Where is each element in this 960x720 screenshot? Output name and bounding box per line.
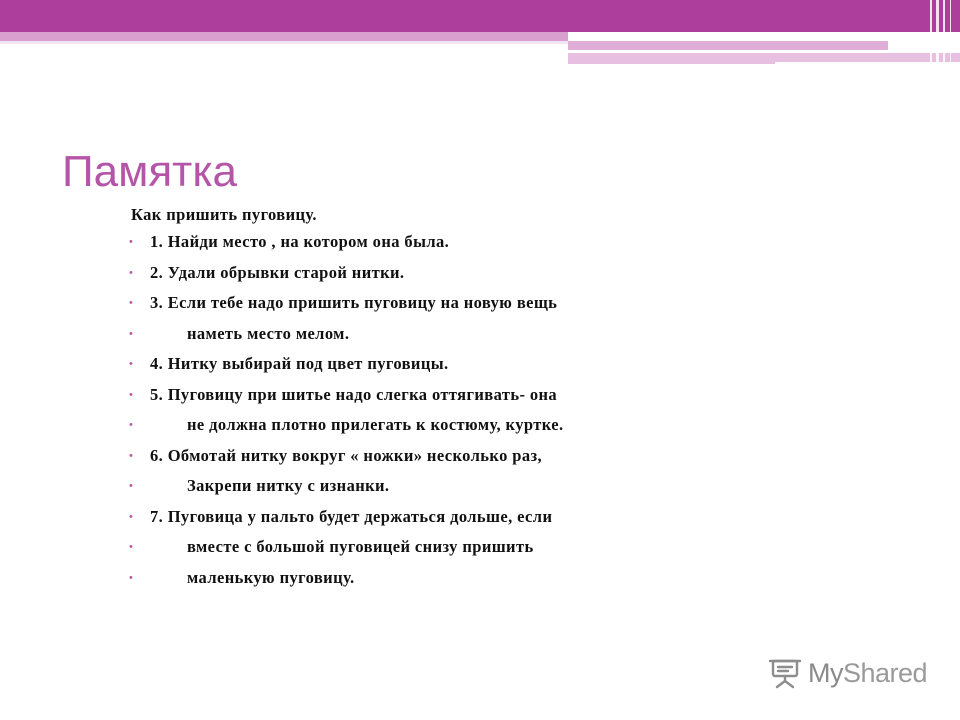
watermark-my: My [808,657,843,688]
header-band-dark [0,0,960,32]
list-item-text: 2. Удали обрывки старой нитки. [150,262,405,282]
header-band-right-upper [568,41,888,50]
bullet-dot-icon: • [129,327,134,340]
header-vertical-stripe [930,0,932,64]
watermark [768,656,927,690]
bullet-dot-icon: • [129,480,134,492]
slide-subtitle: Как пришить пуговицу. [131,205,317,224]
list-item [129,230,563,261]
instruction-list [129,230,563,596]
bullet-dot-icon: • [129,358,134,370]
watermark-shared: Shared [843,657,928,688]
list-item-text: 5. Пуговицу при шитье надо слегка оттягивать- она [150,384,558,404]
list-item [129,291,563,322]
list-item [129,535,563,566]
bullet-dot-icon: • [129,297,134,309]
list-item [129,322,563,353]
bullet-dot-icon: • [129,236,134,248]
presentation-board-icon [768,657,802,689]
watermark-text [808,658,927,689]
list-item-text: вместе с большой пуговицей снизу пришить [187,537,534,556]
list-item [129,444,563,475]
bullet-dot-icon: • [129,266,134,279]
list-item [129,261,563,292]
bullet-dot-icon: • [129,419,134,431]
list-item-text: маленькую пуговицу. [187,567,355,587]
list-item-text: не должна плотно прилегать к костюму, куртке. [187,415,564,434]
header-band-right-underline [775,62,960,64]
list-item [129,505,563,536]
bullet-dot-icon: • [129,510,134,523]
header-band-pale [0,41,568,44]
header-vertical-stripe [950,0,951,64]
header-vertical-stripe [936,0,939,64]
list-item-text: 6. Обмотай нитку вокруг « ножки» несколько раз, [150,445,543,465]
list-item [129,383,563,414]
list-item-text: 1. Найди место , на котором она была. [150,232,450,251]
header-vertical-stripe [943,0,945,64]
list-item-text: Закрепи нитку с изнанки. [187,476,390,495]
slide-title: Памятка [62,147,238,196]
list-item-text: 4. Нитку выбирай под цвет пуговицы. [150,354,449,373]
bullet-dot-icon: • [129,571,134,584]
list-item [129,474,563,505]
list-item [129,413,563,444]
list-item [129,566,563,597]
bullet-dot-icon: • [129,449,134,462]
list-item-text: 3. Если тебе надо пришить пуговицу на новую вещь [150,293,558,312]
bullet-dot-icon: • [129,541,134,553]
bullet-dot-icon: • [129,388,134,401]
list-item [129,352,563,383]
list-item-text: 7. Пуговица у пальто будет держаться дольше, если [150,506,553,526]
header-band-light [0,32,568,41]
list-item-text: наметь место мелом. [187,323,350,343]
